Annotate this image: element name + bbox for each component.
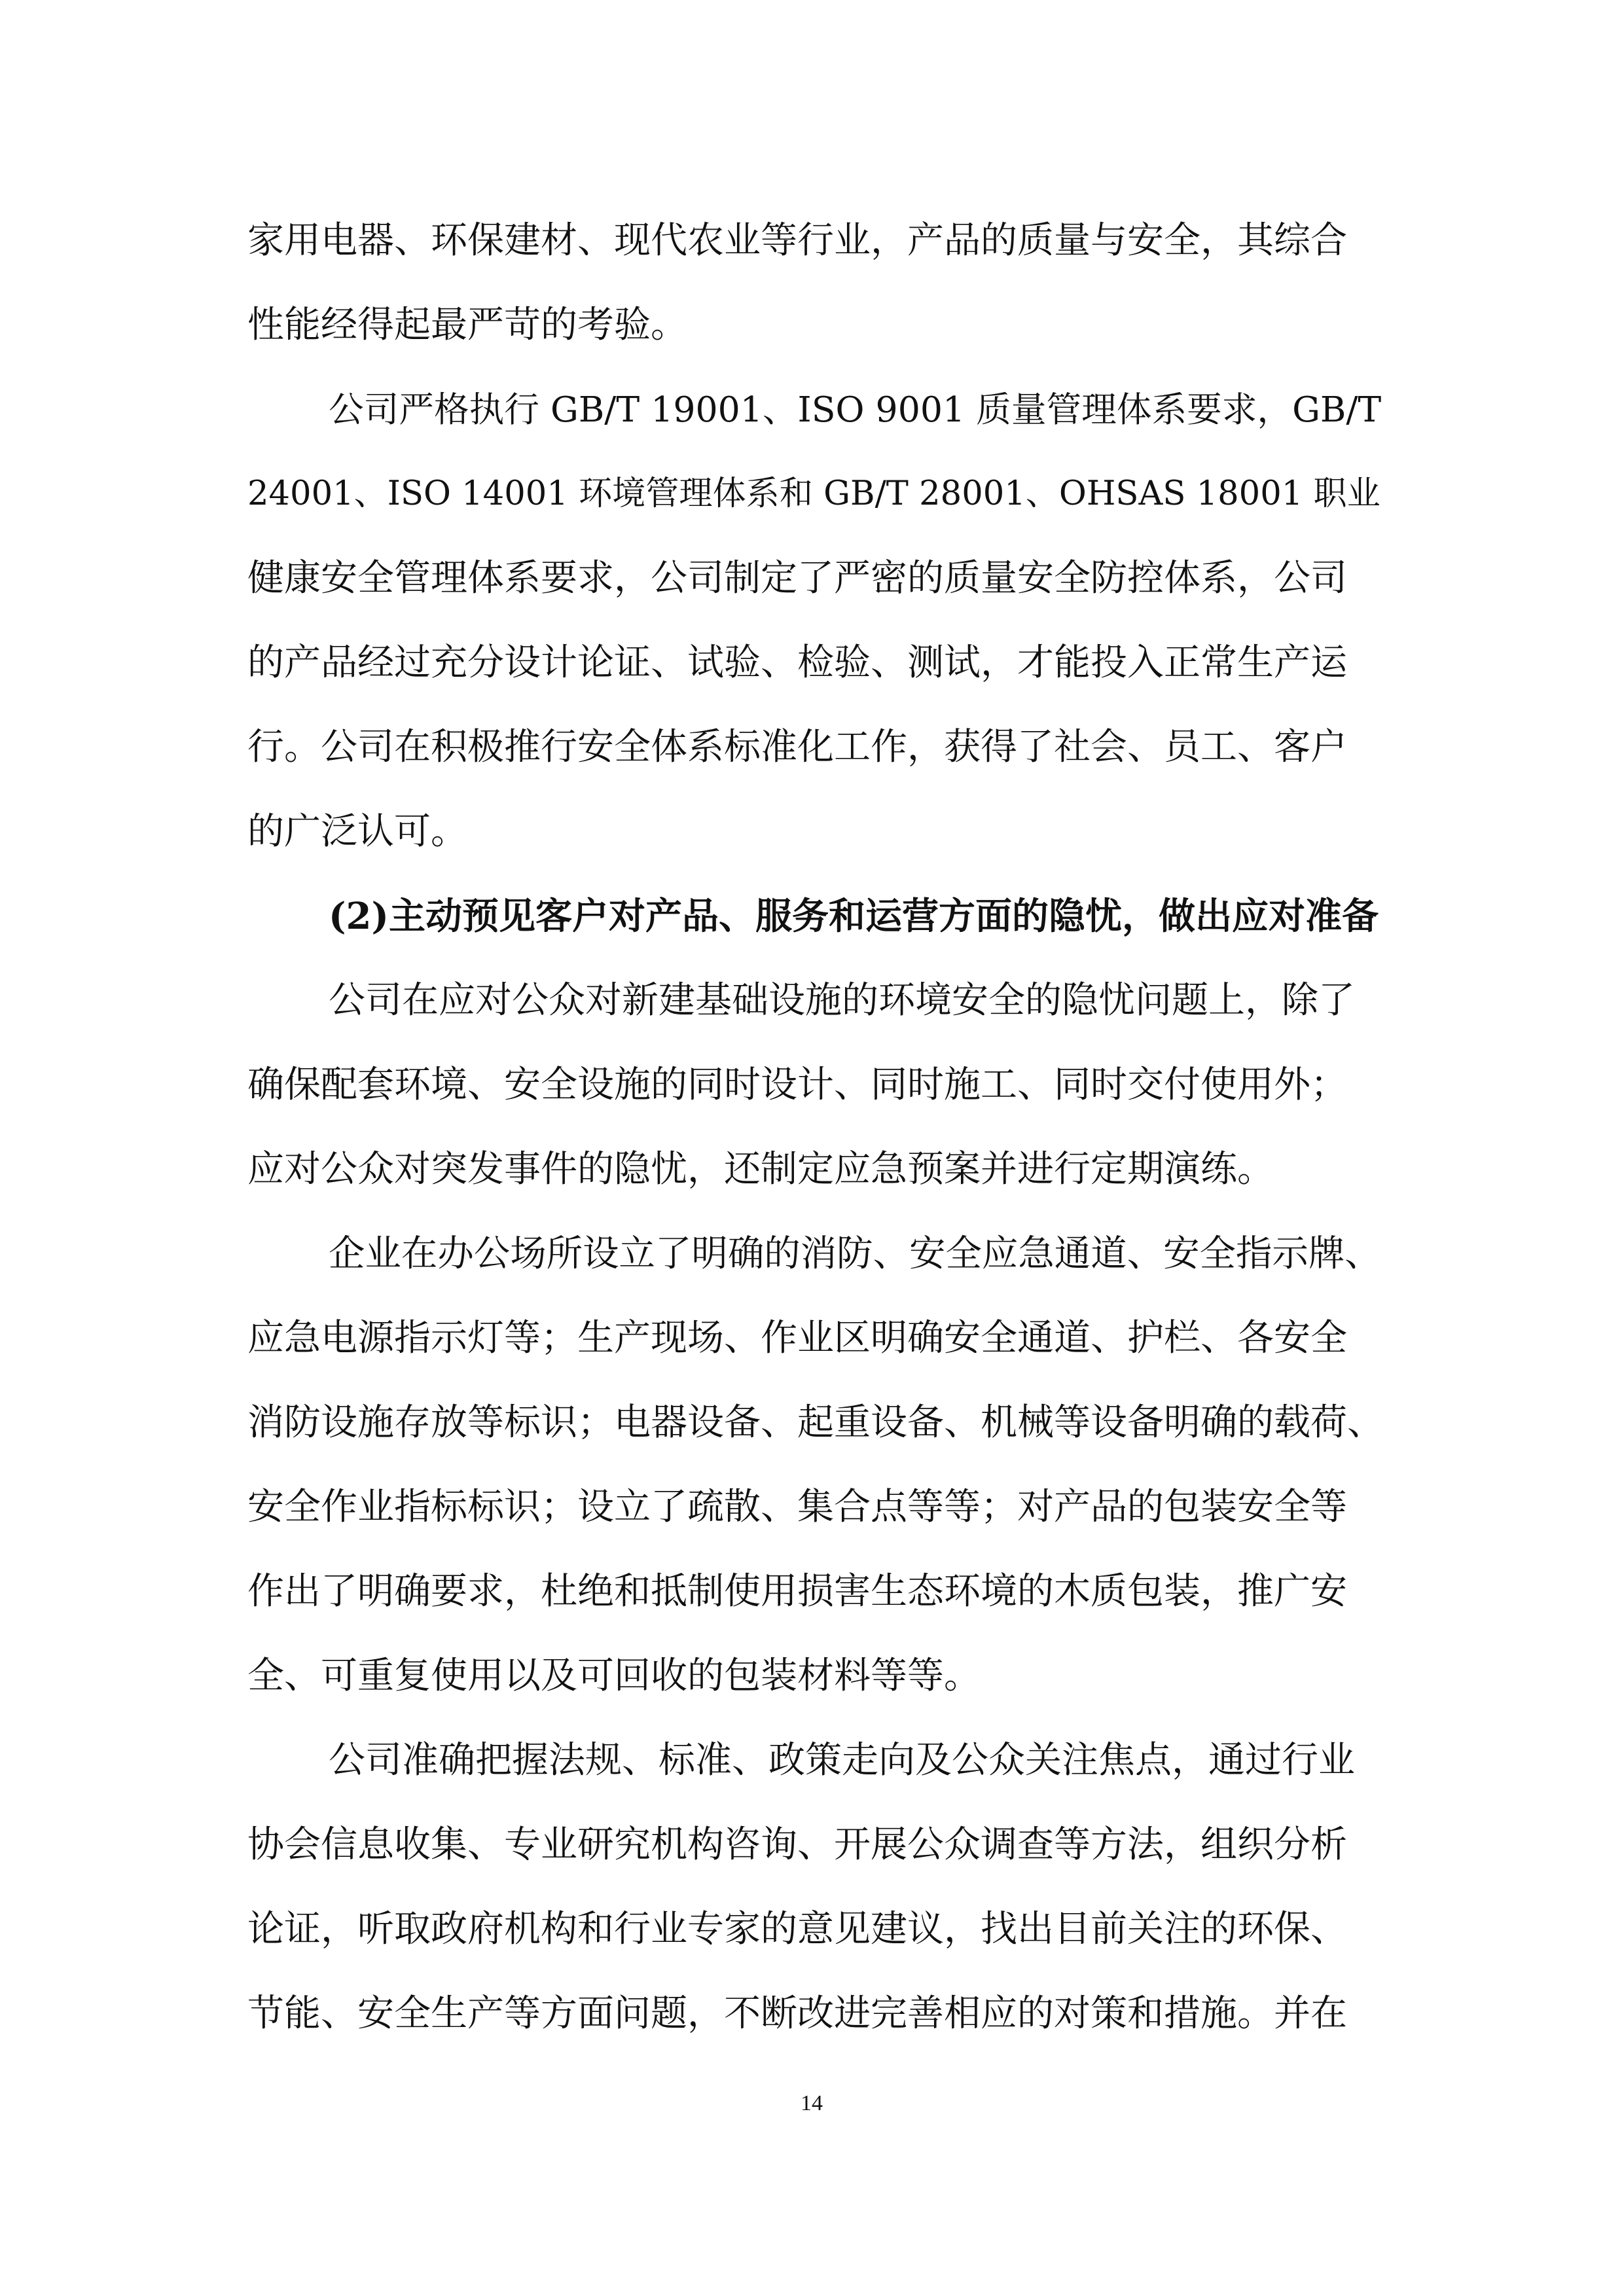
text-line: 论证，听取政府机构和行业专家的意见建议，找出目前关注的环保、 <box>247 1908 1347 1950</box>
text-line: 24001、ISO 14001 环境管理体系和 GB/T 28001、OHSAS 18001 职业 <box>247 475 1380 513</box>
text-line: 消防设施存放等标识；电器设备、起重设备、机械等设备明确的载荷、 <box>247 1401 1384 1444</box>
text-line: 应急电源指示灯等；生产现场、作业区明确安全通道、护栏、各安全 <box>247 1317 1347 1359</box>
text-line: 安全作业指标标识；设立了疏散、集合点等等；对产品的包装安全等 <box>247 1486 1347 1528</box>
text-line: 行。公司在积极推行安全体系标准化工作，获得了社会、员工、客户 <box>247 726 1347 768</box>
text-line: 公司准确把握法规、标准、政策走向及公众关注焦点，通过行业 <box>329 1739 1355 1782</box>
text-line: 家用电器、环保建材、现代农业等行业，产品的质量与安全，其综合 <box>247 219 1347 262</box>
text-line: 确保配套环境、安全设施的同时设计、同时施工、同时交付使用外； <box>247 1064 1347 1106</box>
text-line: 公司在应对公众对新建基础设施的环境安全的隐忧问题上，除了 <box>329 979 1355 1022</box>
text-line: 应对公众对突发事件的隐忧，还制定应急预案并进行定期演练。 <box>247 1148 1274 1191</box>
text-line: 健康安全管理体系要求，公司制定了严密的质量安全防控体系，公司 <box>247 557 1347 600</box>
text-line: 性能经得起最严苛的考验。 <box>247 304 687 346</box>
text-line: 全、可重复使用以及可回收的包装材料等等。 <box>247 1655 981 1697</box>
text-line: 作出了明确要求，杜绝和抵制使用损害生态环境的木质包装，推广安 <box>247 1570 1347 1613</box>
text-line: 协会信息收集、专业研究机构咨询、开展公众调查等方法，组织分析 <box>247 1823 1347 1866</box>
text-line: 企业在办公场所设立了明确的消防、安全应急通道、安全指示牌、 <box>329 1233 1381 1275</box>
page-number: 14 <box>801 2091 823 2115</box>
text-line: 的产品经过充分设计论证、试验、检验、测试，才能投入正常生产运 <box>247 641 1347 684</box>
text-line: 公司严格执行 GB/T 19001、ISO 9001 质量管理体系要求，GB/T <box>329 389 1382 430</box>
text-line: 节能、安全生产等方面问题，不断改进完善相应的对策和措施。并在 <box>247 1992 1347 2035</box>
section-heading: (2)主动预见客户对产品、服务和运营方面的隐忧，做出应对准备 <box>329 895 1379 938</box>
text-line: 的广泛认可。 <box>247 810 467 853</box>
